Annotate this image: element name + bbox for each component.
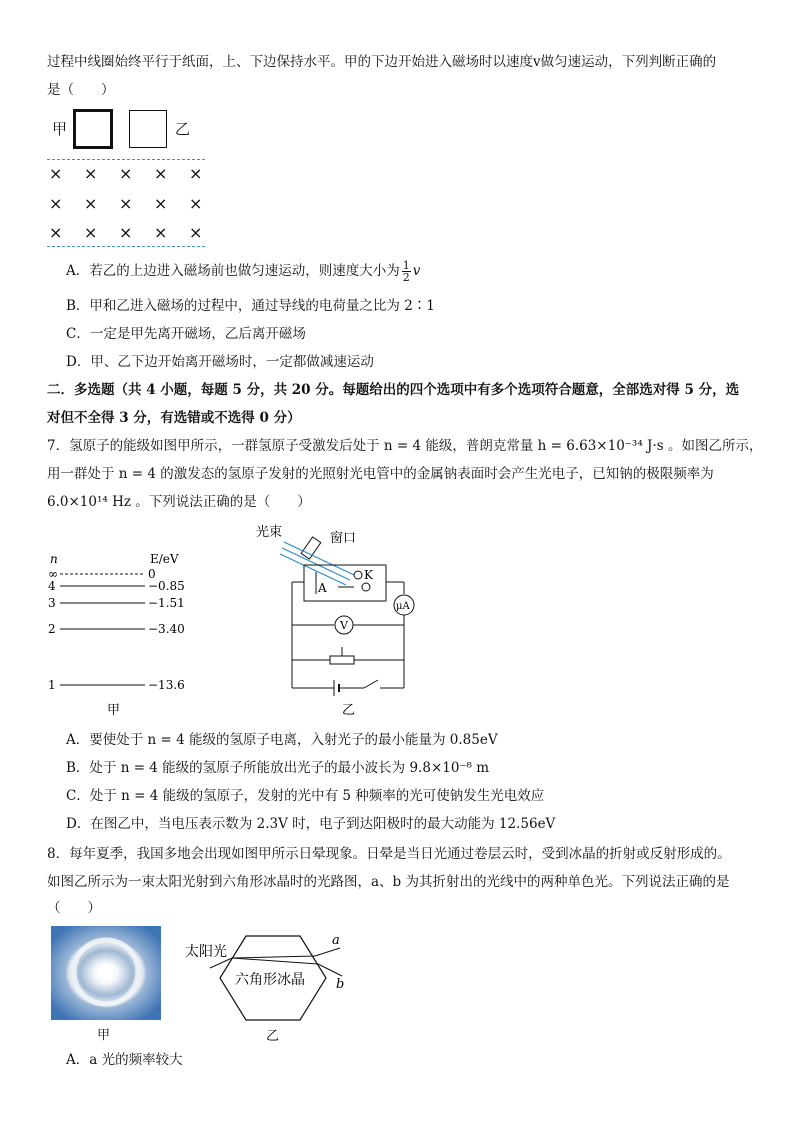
- level-n: ∞: [48, 567, 58, 581]
- level-n: 1: [48, 678, 56, 692]
- field-cross: ×: [84, 223, 98, 242]
- q6-stem-line2: 是（ ）: [47, 82, 115, 98]
- q6-option-b: B．甲和乙进入磁场的过程中，通过导线的电荷量之比为 2∶1: [66, 298, 435, 314]
- fraction: [402, 260, 411, 283]
- q6-option-a-text: A．若乙的上边进入磁场前也做匀速运动，则速度大小为: [66, 263, 400, 279]
- velocity-symbol: v: [412, 263, 421, 279]
- ice-crystal-diagram: [180, 926, 360, 1046]
- field-cross: ×: [84, 164, 98, 183]
- fraction-denominator: 2: [402, 271, 410, 284]
- section2-heading-line1: 二．多选题（共 4 小题，每题 5 分，共 20 分。每题给出的四个选项中有多个选项符合题意，全部选对得 5 分，选: [47, 382, 740, 398]
- field-cross: ×: [154, 164, 168, 183]
- level-energy: −0.85: [148, 579, 185, 593]
- q7-option-d: D．在图乙中，当电压表示数为 2.3V 时，电子到达阳极时的最大动能为 12.56eV: [66, 816, 556, 832]
- sun-halo-photo: [51, 926, 161, 1020]
- electron-icon: [362, 583, 370, 591]
- fraction-numerator: 1: [402, 259, 410, 272]
- field-cross: ×: [49, 223, 63, 242]
- q8-stem-line1: 8．每年夏季，我国多地会出现如图甲所示日晕现象。日晕是当日光通过卷层云时，受到冰晶的折射或反射形成的。: [47, 846, 731, 862]
- level-n: 3: [48, 596, 56, 610]
- window-label: 窗口: [330, 531, 357, 546]
- q6-figure: [47, 104, 217, 254]
- field-top-boundary: [47, 159, 205, 160]
- q6-option-d: D．甲、乙下边开始离开磁场时，一定都做减速运动: [66, 354, 374, 370]
- field-bottom-boundary: [47, 246, 205, 247]
- field-cross: ×: [189, 223, 203, 242]
- q8-stem-line2: 如图乙所示为一束太阳光射到六角形冰晶时的光路图，a、b 为其折射出的光线中的两种单色光。下列说法正确的是: [47, 874, 730, 890]
- q6-stem-line1: 过程中线圈始终平行于纸面，上、下边保持水平。甲的下边开始进入磁场时以速度v做匀速运动，下列判断正确的: [47, 54, 717, 70]
- q7-stem-line2: 用一群处于 n = 4 的激发态的氢原子发射的光照射光电管中的金属钠表面时会产生光电子，已知钠的极限频率为: [47, 466, 714, 482]
- ray-a: [315, 948, 340, 956]
- rheostat: [330, 656, 354, 664]
- field-cross: ×: [154, 223, 168, 242]
- field-cross: ×: [154, 194, 168, 213]
- voltmeter-label: V: [340, 619, 348, 632]
- field-cross: ×: [119, 194, 133, 213]
- diagram-caption: 乙: [266, 1029, 280, 1044]
- figure-caption: 乙: [342, 703, 356, 718]
- photo-caption: 甲: [97, 1028, 111, 1043]
- photoelectric-circuit: [254, 520, 424, 720]
- switch: [364, 680, 378, 688]
- q6-option-a: [66, 260, 420, 283]
- field-cross: ×: [119, 164, 133, 183]
- coil-jia-label: 甲: [52, 120, 68, 138]
- level-energy: −3.40: [148, 622, 185, 636]
- figure-caption: 甲: [107, 703, 121, 718]
- anode-label: A: [318, 581, 327, 595]
- crystal-label: 六角形冰晶: [235, 972, 305, 988]
- coil-jia: [73, 109, 113, 149]
- energy-level-diagram: [45, 548, 205, 718]
- level-energy: 0: [148, 567, 156, 581]
- field-cross: ×: [49, 164, 63, 183]
- electron-icon: [354, 571, 362, 579]
- ray-a-label: a: [332, 933, 340, 948]
- window: [301, 537, 321, 559]
- section2-heading-line2: 对但不全得 3 分，有选错或不选得 0 分）: [47, 410, 301, 426]
- sun-label: 太阳光: [185, 944, 227, 960]
- level-n: 2: [48, 622, 56, 636]
- level-n: 4: [48, 579, 56, 593]
- field-cross: ×: [189, 194, 203, 213]
- cathode-label: K: [364, 568, 373, 582]
- axis-n-label: n: [50, 552, 58, 566]
- field-cross: ×: [49, 194, 63, 213]
- q8-stem-line3: （ ）: [47, 900, 101, 916]
- field-cross: ×: [189, 164, 203, 183]
- q7-option-c: C．处于 n = 4 能级的氢原子，发射的光中有 5 种频率的光可使钠发生光电效应: [66, 788, 545, 804]
- q6-option-c: C．一定是甲先离开磁场，乙后离开磁场: [66, 326, 306, 342]
- ray-b-label: b: [336, 977, 345, 992]
- q7-stem-line3: 6.0×10¹⁴ Hz 。下列说法正确的是（ ）: [47, 494, 311, 510]
- coil-yi-label: 乙: [175, 120, 191, 138]
- level-energy: −13.6: [148, 678, 185, 692]
- q7-option-a: A．要使处于 n = 4 能级的氢原子电离，入射光子的最小能量为 0.85eV: [66, 732, 498, 748]
- q8-option-a: A．a 光的频率较大: [66, 1052, 183, 1068]
- axis-e-label: E/eV: [150, 552, 179, 566]
- light-beam-label: 光束: [256, 525, 283, 540]
- field-cross: ×: [119, 223, 133, 242]
- level-energy: −1.51: [148, 596, 185, 610]
- ammeter-label: μA: [396, 601, 410, 612]
- q7-stem-line1: 7．氢原子的能级如图甲所示，一群氢原子受激发后处于 n = 4 能级，普朗克常量 h = 6.63×10⁻³⁴ J·s 。如图乙所示，: [47, 438, 763, 454]
- field-cross: ×: [84, 194, 98, 213]
- coil-yi: [129, 110, 167, 148]
- q7-option-b: B．处于 n = 4 能级的氢原子所能放出光子的最小波长为 9.8×10⁻⁸ m: [66, 760, 490, 776]
